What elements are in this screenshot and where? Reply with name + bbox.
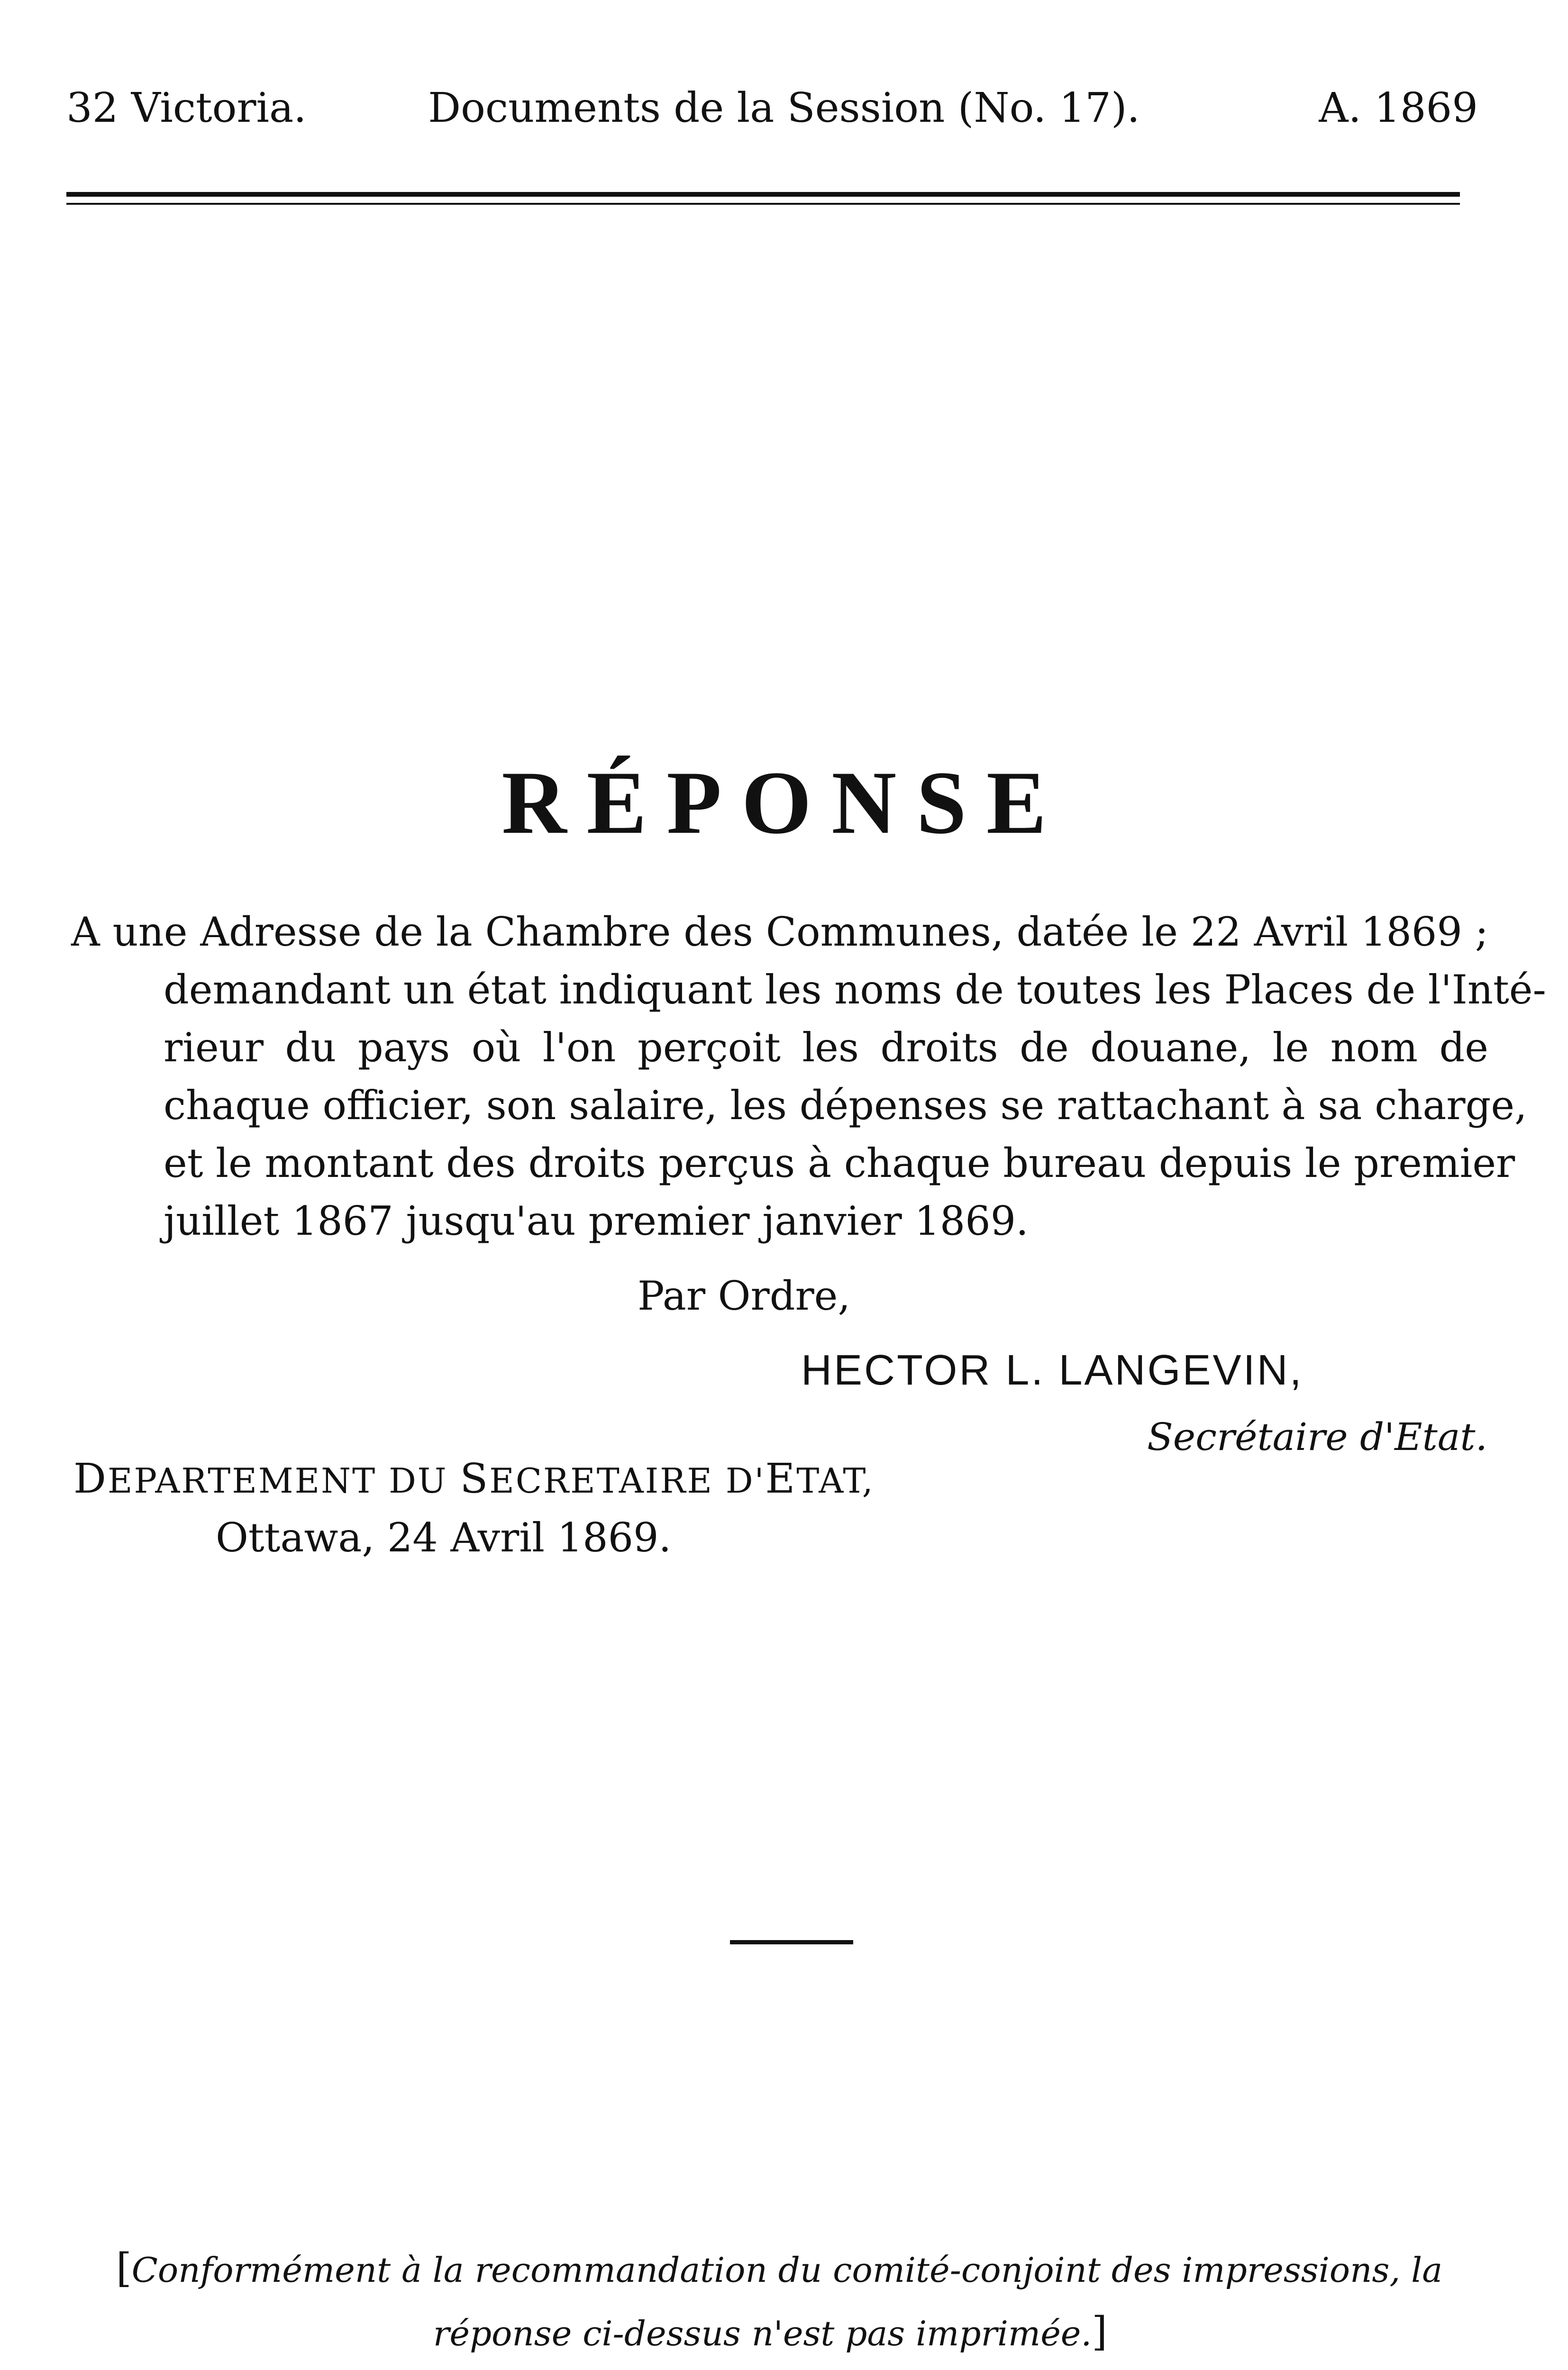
paragraph-line: demandant un état indiquant les noms de toutes les Places de l'Inté- (164, 966, 1546, 1013)
signatory-title: Secrétaire d'Etat. (1147, 1415, 1487, 1459)
footnote-line1-text: Conformément à la recommandation du comité-conjoint des impressions, la (131, 2250, 1443, 2290)
paragraph-line: rieur du pays où l'on perçoit les droits de douane, le nom de (164, 1024, 1488, 1071)
department-word: ECRETAIRE D' (489, 1461, 766, 1501)
footnote-line (116, 2301, 1424, 2364)
header-rule-thin (66, 203, 1460, 205)
footnote-line (116, 2237, 1443, 2301)
footnote-line2-text: réponse ci-dessus n'est pas imprimée. (433, 2314, 1092, 2353)
paragraph-line: chaque officier, son salaire, les dépenses se rattachant à sa charge, (164, 1082, 1527, 1129)
department-initial: S (460, 1455, 490, 1503)
footnote-close-bracket: ] (1092, 2308, 1108, 2355)
signatory-name: HECTOR L. LANGEVIN, (801, 1347, 1304, 1394)
page-title: RÉPONSE (501, 753, 1067, 853)
address-paragraph (71, 903, 1546, 1250)
footnote-open-bracket: [ (116, 2245, 132, 2291)
header-rule-thick (66, 192, 1460, 197)
header-session-left: 32 Victoria. (66, 84, 307, 132)
header-year-right: A. 1869 (1319, 84, 1478, 132)
paragraph-line: juillet 1867 jusqu'au premier janvier 1869. (164, 1198, 1029, 1244)
section-divider (730, 1940, 853, 1944)
paragraph-line: A une Adresse de la Chambre des Communes, datée le 22 Avril 1869 ; (71, 909, 1488, 955)
department-initial: E (765, 1455, 797, 1503)
department-word: EPARTEMENT DU (107, 1461, 460, 1501)
department-initial: D (73, 1455, 108, 1503)
department-word: TAT, (796, 1461, 875, 1501)
place-and-date: Ottawa, 24 Avril 1869. (216, 1514, 672, 1561)
paragraph-line: et le montant des droits perçus à chaque bureau depuis le premier (164, 1140, 1515, 1186)
header-documents-title: Documents de la Session (No. 17). (428, 84, 1140, 132)
par-ordre-text: Par Ordre, (638, 1273, 851, 1319)
department-name (73, 1455, 875, 1503)
printing-footnote (116, 2237, 1443, 2364)
